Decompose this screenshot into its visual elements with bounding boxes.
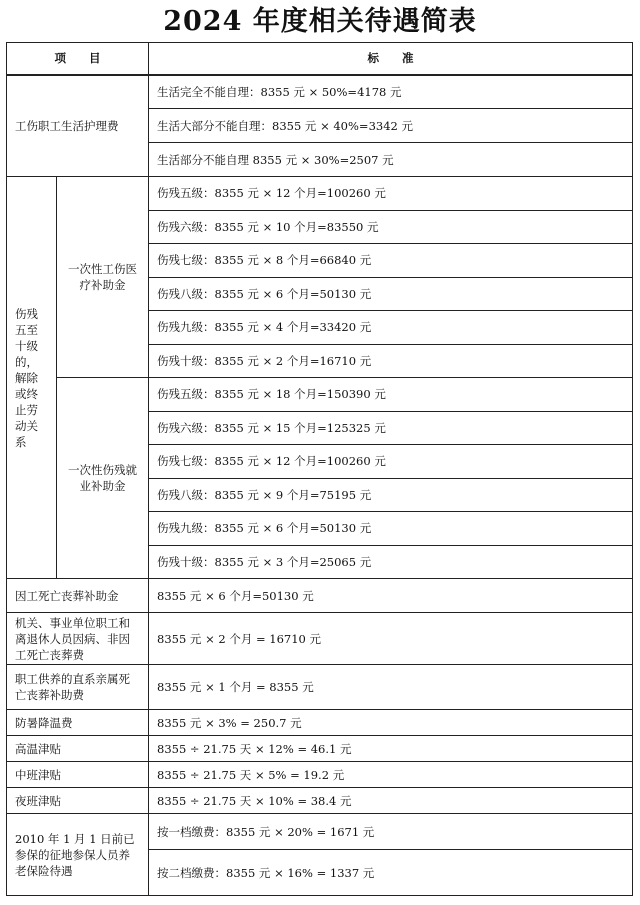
pension-label: 2010 年 1 月 1 日前已参保的征地参保人员养老保险待遇: [7, 814, 149, 896]
table-row: [7, 378, 633, 412]
medical-row: 伤残六级：8355 元 × 10 个月=83550 元: [149, 210, 633, 244]
medical-row: 伤残九级：8355 元 × 4 个月=33420 元: [149, 311, 633, 345]
pension-row: 按二档缴费：8355 元 × 16% = 1337 元: [149, 850, 633, 896]
table-row: [7, 710, 633, 736]
nursing-row: 生活部分不能自理 8355 元 × 30%=2507 元: [149, 143, 633, 177]
header-row: [7, 43, 633, 75]
nursing-label: 工伤职工生活护理费: [7, 75, 149, 177]
benefits-table: [6, 42, 633, 896]
header-standard: 标 准: [149, 43, 633, 75]
employment-row: 伤残八级：8355 元 × 9 个月=75195 元: [149, 478, 633, 512]
night-shift-label: 夜班津贴: [7, 788, 149, 814]
funeral-subsidy-label: 因工死亡丧葬补助金: [7, 579, 149, 613]
nursing-row: 生活完全不能自理：8355 元 × 50%=4178 元: [149, 75, 633, 109]
table-row: [7, 579, 633, 613]
high-temp-value: 8355 ÷ 21.75 天 × 12% = 46.1 元: [149, 736, 633, 762]
high-temp-label: 高温津贴: [7, 736, 149, 762]
dependent-funeral-value: 8355 元 × 1 个月 = 8355 元: [149, 665, 633, 710]
cooling-fee-value: 8355 元 × 3% = 250.7 元: [149, 710, 633, 736]
employment-subsidy-label: 一次性伤残就业补助金: [57, 378, 149, 579]
employment-row: 伤残九级：8355 元 × 6 个月=50130 元: [149, 512, 633, 546]
table-row: [7, 814, 633, 850]
staff-funeral-label: 机关、事业单位职工和离退休人员因病、非因工死亡丧葬费: [7, 613, 149, 665]
funeral-subsidy-value: 8355 元 × 6 个月=50130 元: [149, 579, 633, 613]
pension-row: 按一档缴费：8355 元 × 20% = 1671 元: [149, 814, 633, 850]
medical-subsidy-label: 一次性工伤医疗补助金: [57, 177, 149, 378]
staff-funeral-value: 8355 元 × 2 个月 = 16710 元: [149, 613, 633, 665]
cooling-fee-label: 防暑降温费: [7, 710, 149, 736]
medical-row: 伤残七级：8355 元 × 8 个月=66840 元: [149, 244, 633, 278]
dependent-funeral-label: 职工供养的直系亲属死亡丧葬补助费: [7, 665, 149, 710]
medical-row: 伤残五级：8355 元 × 12 个月=100260 元: [149, 177, 633, 211]
medical-row: 伤残八级：8355 元 × 6 个月=50130 元: [149, 277, 633, 311]
table-row: [7, 75, 633, 109]
employment-row: 伤残七级：8355 元 × 12 个月=100260 元: [149, 445, 633, 479]
table-row: [7, 665, 633, 710]
nursing-row: 生活大部分不能自理：8355 元 × 40%=3342 元: [149, 109, 633, 143]
middle-shift-label: 中班津贴: [7, 762, 149, 788]
table-row: [7, 613, 633, 665]
disability-label: 伤残五至十级的，解除或终止劳动关系: [7, 177, 57, 579]
page-title: 2024 年度相关待遇简表: [163, 6, 477, 37]
table-row: [7, 762, 633, 788]
employment-row: 伤残六级：8355 元 × 15 个月=125325 元: [149, 411, 633, 445]
employment-row: 伤残十级：8355 元 × 3 个月=25065 元: [149, 545, 633, 579]
middle-shift-value: 8355 ÷ 21.75 天 × 5% = 19.2 元: [149, 762, 633, 788]
medical-row: 伤残十级：8355 元 × 2 个月=16710 元: [149, 344, 633, 378]
header-item: 项 目: [7, 43, 149, 75]
table-row: [7, 177, 633, 211]
table-row: [7, 736, 633, 762]
table-row: [7, 788, 633, 814]
night-shift-value: 8355 ÷ 21.75 天 × 10% = 38.4 元: [149, 788, 633, 814]
employment-row: 伤残五级：8355 元 × 18 个月=150390 元: [149, 378, 633, 412]
